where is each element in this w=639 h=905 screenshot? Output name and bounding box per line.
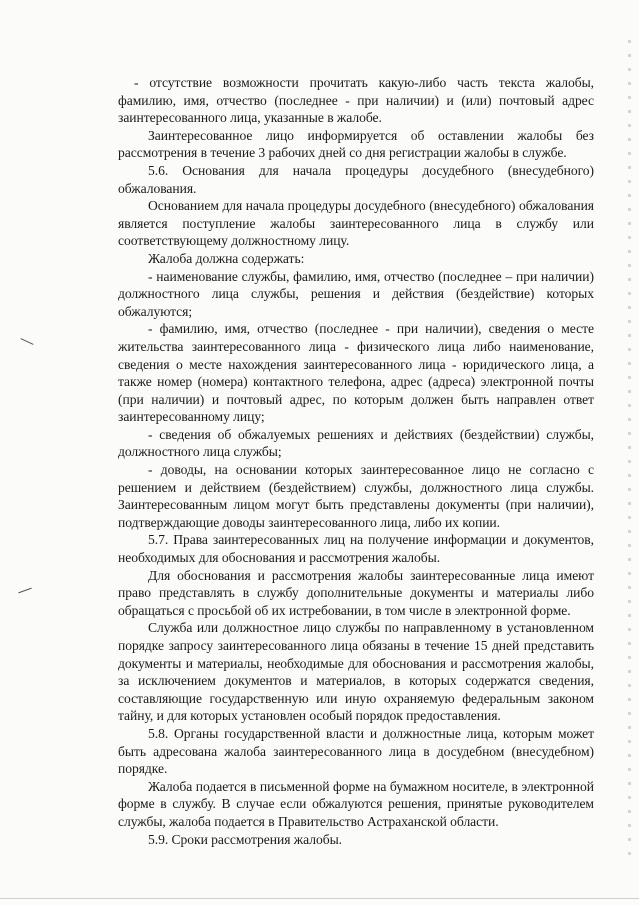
list-item: - наименование службы, фамилию, имя, отчество (последнее – при наличии) должностного лица службы, решения и действия (бездействие) которых обжалуются;	[118, 268, 594, 319]
list-item: - сведения об обжалуемых решениях и действиях (бездействии) службы, должностного лица службы;	[118, 426, 594, 460]
document-body	[118, 74, 594, 848]
section-heading-5-6: 5.6. Основания для начала процедуры досудебного (внесудебного) обжалования.	[118, 162, 594, 196]
punch-mark-upper	[20, 338, 33, 345]
section-heading-5-7: 5.7. Права заинтересованных лиц на получение информации и документов, необходимых для обоснования и рассмотрения жалобы.	[118, 532, 594, 566]
paragraph: Для обоснования и рассмотрения жалобы заинтересованные лица имеют право представлять в службу дополнительные документы и материалы либо обращаться с просьбой об их истребовании, в том числе в электронной форме.	[118, 567, 594, 618]
scan-edge-artifact	[628, 40, 631, 860]
paragraph: Заинтересованное лицо информируется об оставлении жалобы без рассмотрения в течение 3 рабочих дней со дня регистрации жалобы в службе.	[118, 127, 594, 161]
paragraph: - отсутствие возможности прочитать какую-либо часть текста жалобы, фамилию, имя, отчество (последнее - при наличии) и (или) почтовый адрес заинтересованного лица, указанные в жалобе.	[118, 75, 594, 126]
punch-mark-lower	[18, 588, 31, 594]
section-heading-5-8: 5.8. Органы государственной власти и должностные лица, которым может быть адресована жалоба заинтересованного лица в досудебном (внесудебном) порядке.	[118, 725, 594, 777]
paragraph: Жалоба должна содержать:	[148, 250, 305, 266]
section-heading-5-9: 5.9. Сроки рассмотрения жалобы.	[148, 831, 343, 847]
list-item: - фамилию, имя, отчество (последнее - при наличии), сведения о месте жительства заинтересованного лица - физического лица либо наименование, сведения о месте нахождения заинтересованного лица - юридического лица, а также номер (номера) контактного телефона, адрес (адреса) электронной почты (при наличии) и почтовый адрес, по которым должен быть направлен ответ заинтересованному лицу;	[118, 321, 594, 425]
scan-bottom-edge	[0, 898, 639, 899]
list-item: - доводы, на основании которых заинтересованное лицо не согласно с решением и действием (бездействием) службы, должностного лица службы. Заинтересованным лицом могут быть представлены документы (при наличии), подтверждающие доводы заинтересованного лица, либо их копии.	[118, 462, 594, 530]
paragraph: Основанием для начала процедуры досудебного (внесудебного) обжалования является поступление жалобы заинтересованного лица в службу или соответствующему должностному лицу.	[118, 198, 594, 249]
paragraph: Служба или должностное лицо службы по направленному в установленном порядке запросу заинтересованного лица обязаны в течение 15 дней представить документы и материалы, необходимые для обоснования и рассмотрения жалобы, за исключением документов и материалов, в которых содержатся сведения, составляющие государственную или иную охраняемую федеральным законом тайну, и для которых установлен особый порядок предоставления.	[118, 620, 594, 724]
paragraph: Жалоба подается в письменной форме на бумажном носителе, в электронной форме в службу. В случае если обжалуются решения, принятые руководителем службы, жалоба подается в Правительство Астраханской области.	[118, 778, 594, 829]
